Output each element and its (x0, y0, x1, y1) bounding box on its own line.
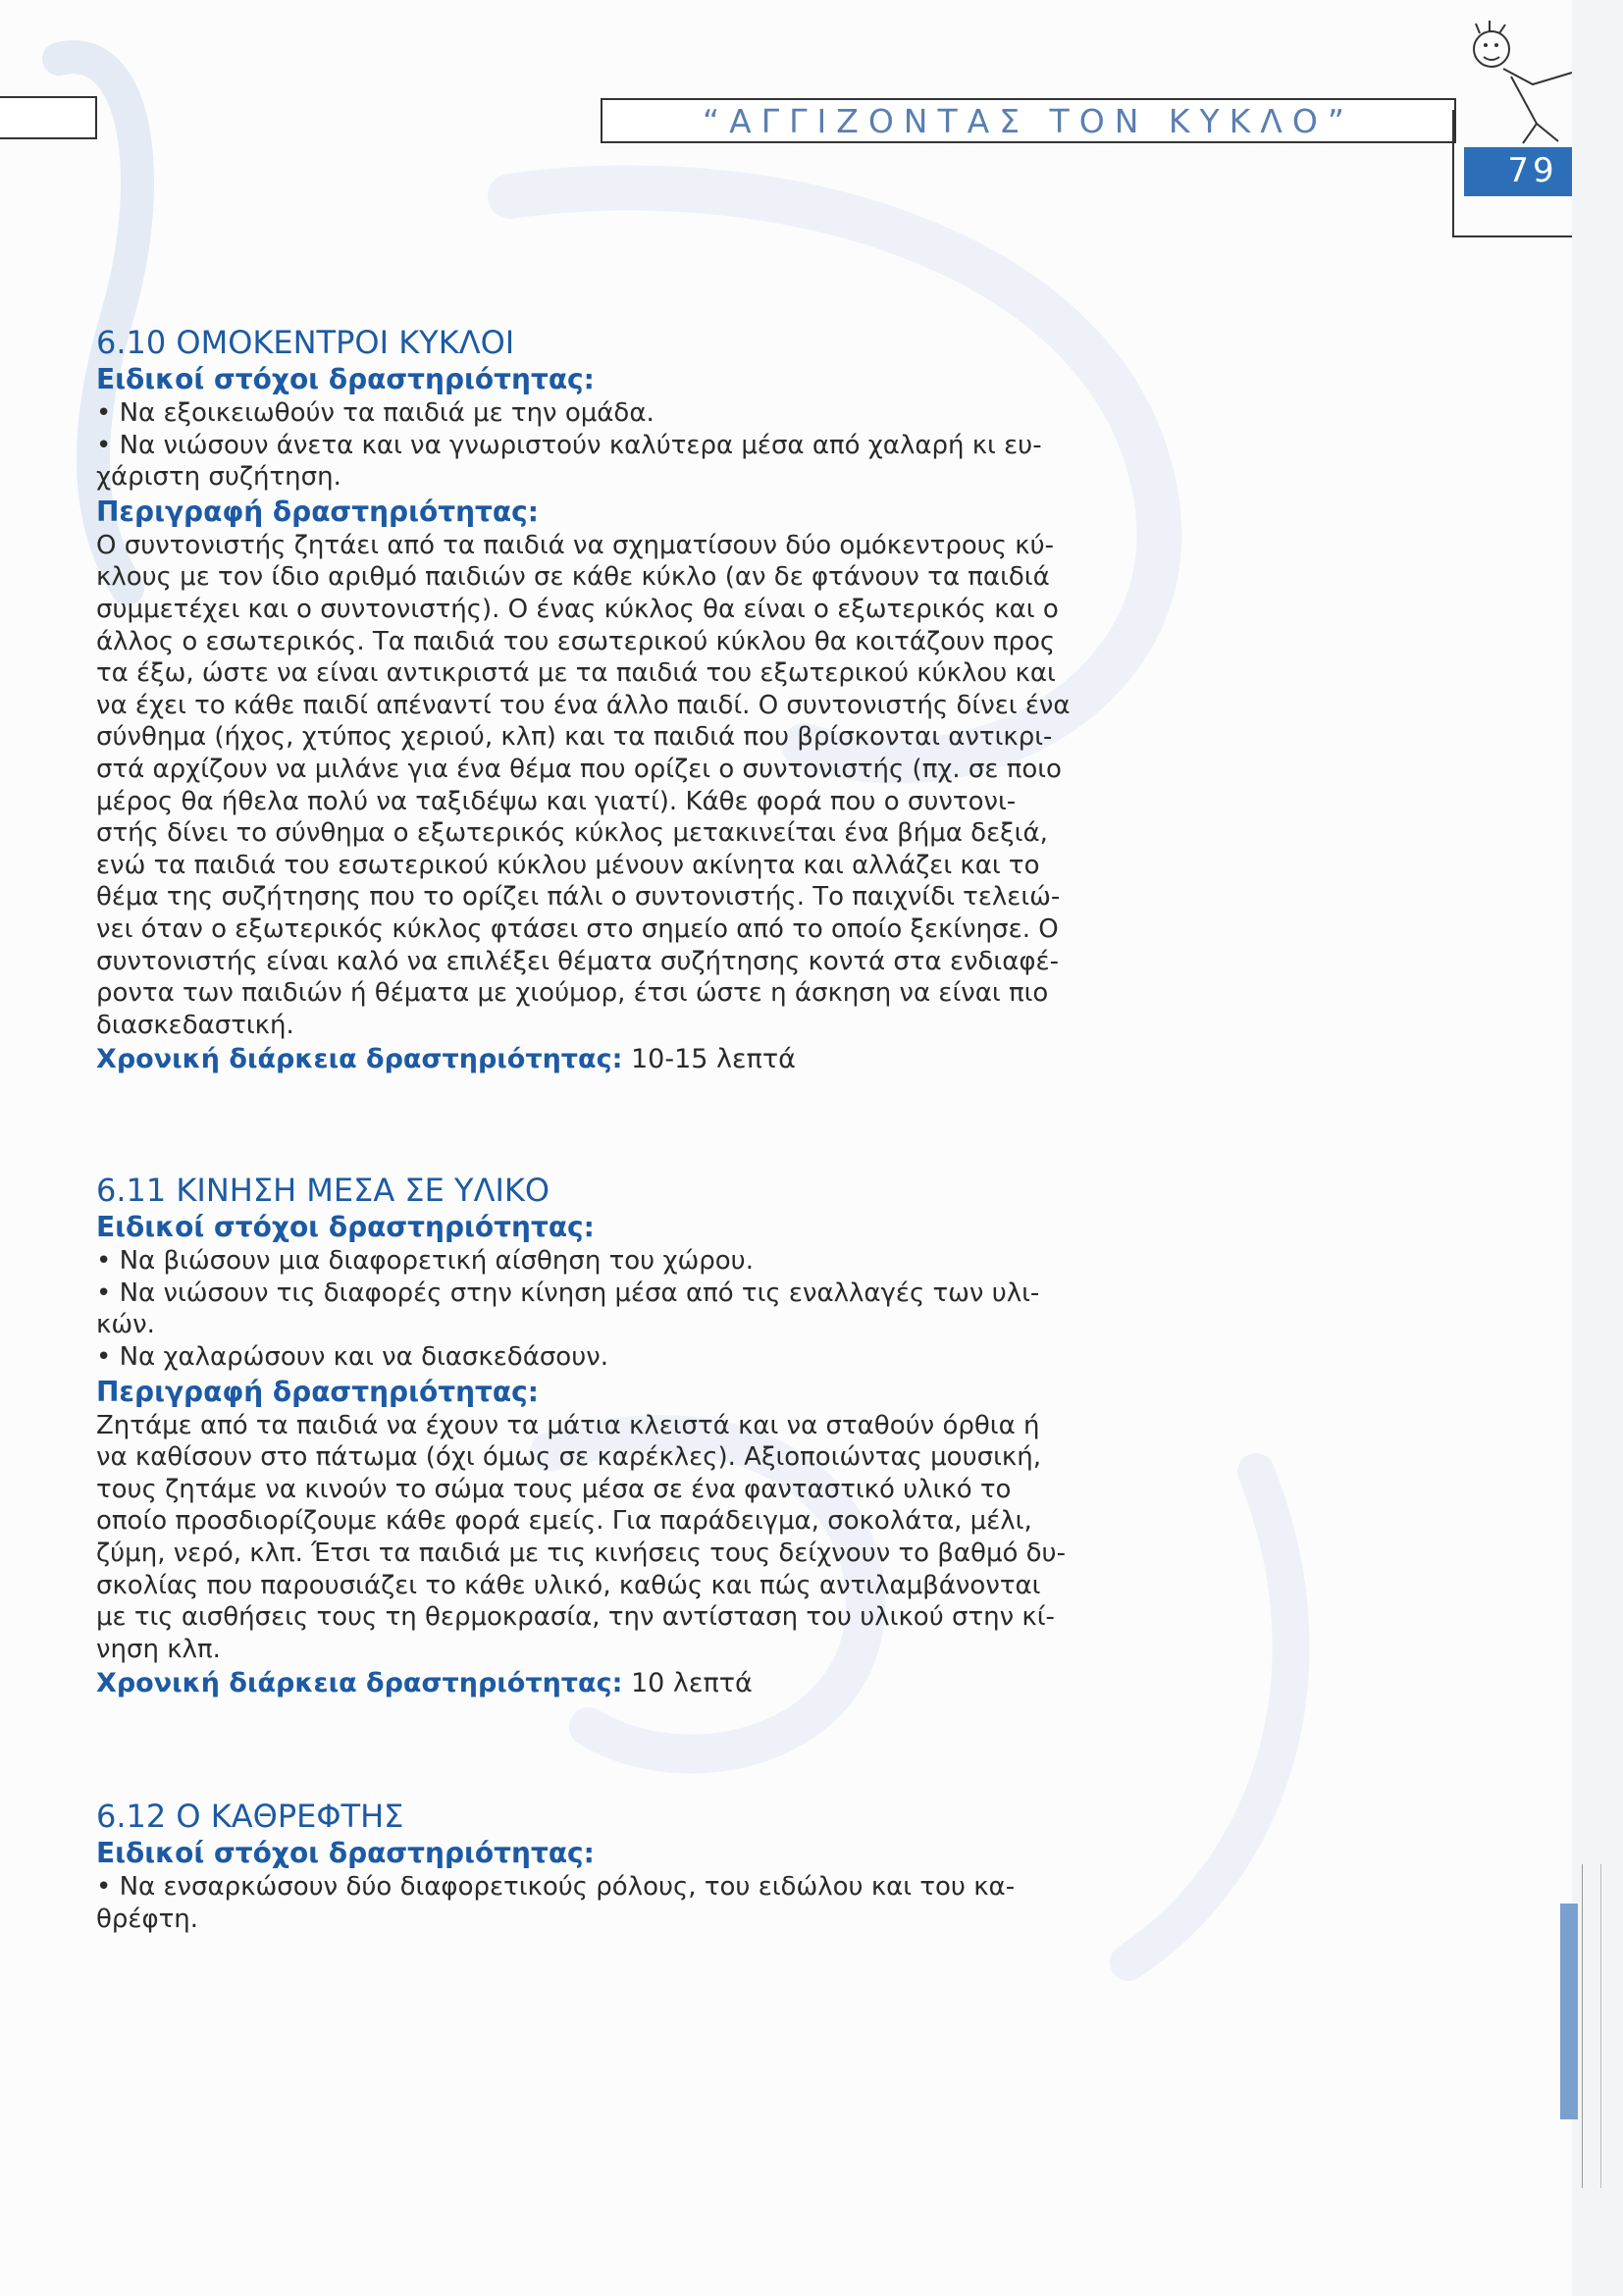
page-edge-lines (1582, 1864, 1601, 2188)
description-line: μέρος θα ήθελα πολύ να ταξιδέψω και γιατί). Κάθε φορά που ο συντονι- (96, 786, 1017, 816)
running-header-title: “ΑΓΓΙΖΟΝΤΑΣ ΤΟΝ ΚΥΚΛΟ” (703, 102, 1354, 140)
section-spacer (96, 1077, 950, 1172)
section-title: 6.10 ΟΜΟΚΕΝΤΡΟΙ ΚΥΚΛΟΙ (96, 324, 515, 361)
section-spacer (96, 1701, 950, 1798)
side-tab-strip (1560, 1904, 1578, 2119)
description-line: ζύμη, νερό, κλπ. Έτσι τα παιδιά με τις κινήσεις τους δείχνουν το βαθμό δυ- (96, 1539, 1066, 1569)
description-label: Περιγραφή δραστηριότητας: (96, 495, 539, 528)
page-number: 79 (1507, 151, 1558, 190)
description-line: να καθίσουν στο πάτωμα (όχι όμως σε καρέκλες). Αξιοποιώντας μουσική, (96, 1442, 1041, 1473)
description-line: νει όταν ο εξωτερικός κύκλος φτάσει στο σημείο από το οποίο ξεκίνησε. Ο (96, 913, 1059, 944)
section-title: 6.12 Ο ΚΑΘΡΕΦΤΗΣ (96, 1798, 404, 1836)
description-line: σκολίας που παρουσιάζει το κάθε υλικό, καθώς και πώς αντιλαμβάνονται (96, 1570, 1041, 1600)
description-line: τα έξω, ώστε να είναι αντικριστά με τα παιδιά του εξωτερικού κύκλου και (96, 658, 1056, 689)
section-6-12 (96, 1798, 1016, 1935)
duration-value: 10 λεπτά (630, 1668, 753, 1699)
duration-value: 10-15 λεπτά (630, 1044, 796, 1075)
goals-label: Ειδικοί στόχοι δραστηριότητας: (96, 1837, 595, 1870)
goal-line: • Να χαλαρώσουν και να διασκεδάσουν. (96, 1342, 609, 1373)
section-title: 6.11 ΚΙΝΗΣΗ ΜΕΣΑ ΣΕ ΥΛΙΚΟ (96, 1172, 550, 1210)
duration-row (96, 1041, 950, 1077)
description-line: ενώ τα παιδιά του εσωτερικού κύκλου μένουν ακίνητα και αλλάζει και το (96, 850, 1040, 880)
description-line: οποίο προσδιορίζουμε κάθε φορά εμείς. Για παράδειγμα, σοκολάτα, μέλι, (96, 1506, 1032, 1537)
description-line: στά αρχίζουν να μιλάνε για ένα θέμα που ορίζει ο συντονιστής (πχ. σε ποιο (96, 754, 1062, 784)
goal-line: • Να βιώσουν μια διαφορετική αίσθηση του χώρου. (96, 1246, 754, 1277)
goal-line: • Να νιώσουν άνετα και να γνωριστούν καλύτερα μέσα από χαλαρή κι ευ- (96, 430, 1042, 460)
left-header-tab (0, 96, 97, 139)
goals-label: Ειδικοί στόχοι δραστηριότητας: (96, 1211, 595, 1244)
description-line: Ο συντονιστής ζητάει από τα παιδιά να σχηματίσουν δύο ομόκεντρους κύ- (96, 530, 1055, 560)
description-line: διασκεδαστική. (96, 1010, 294, 1040)
goal-line: χάριστη συζήτηση. (96, 462, 341, 493)
goal-line: • Να νιώσουν τις διαφορές στην κίνηση μέσα από τις εναλλαγές των υλι- (96, 1278, 1040, 1308)
description-line: νηση κλπ. (96, 1634, 221, 1664)
description-line: σύνθημα (ήχος, χτύπος χεριού, κλπ) και τα παιδιά που βρίσκονται αντικρι- (96, 722, 1053, 753)
description-line: στής δίνει το σύνθημα ο εξωτερικός κύκλος μετακινείται ένα βήμα δεξιά, (96, 818, 1048, 849)
description-line: συμμετέχει και ο συντονιστής). Ο ένας κύκλος θα είναι ο εξωτερικός και ο (96, 594, 1059, 624)
section-6-11 (96, 1172, 1066, 1701)
description-line: συντονιστής είναι καλό να επιλέξει θέματα συζήτησης κοντά στα ενδιαφέ- (96, 946, 1059, 976)
duration-label: Χρονική διάρκεια δραστηριότητας: (96, 1044, 623, 1075)
description-line: θέμα της συζήτησης που το ορίζει πάλι ο συντονιστής. Το παιχνίδι τελειώ- (96, 882, 1061, 913)
description-line: να έχει το κάθε παιδί απέναντί του ένα άλλο παιδί. Ο συντονιστής δίνει ένα (96, 690, 1071, 720)
goal-line: κών. (96, 1310, 155, 1340)
goals-label: Ειδικοί στόχοι δραστηριότητας: (96, 363, 595, 395)
goal-line: θρέφτη. (96, 1905, 199, 1934)
description-line: κλους με τον ίδιο αριθμό παιδιών σε κάθε κύκλο (αν δε φτάνουν τα παιδιά (96, 562, 1050, 593)
description-line: Ζητάμε από τα παιδιά να έχουν τα μάτια κλειστά και να σταθούν όρθια ή (96, 1410, 1040, 1440)
main-content (96, 324, 1071, 1936)
description-line: τους ζητάμε να κινούν το σώμα τους μέσα σε ένα φανταστικό υλικό το (96, 1474, 1012, 1504)
goal-line: • Να εξοικειωθούν τα παιδιά με την ομάδα. (96, 398, 654, 428)
description-line: με τις αισθήσεις τους τη θερμοκρασία, την αντίσταση του υλικού στην κί- (96, 1602, 1055, 1633)
description-line: άλλος ο εσωτερικός. Τα παιδιά του εσωτερικού κύκλου θα κοιτάζουν προς (96, 626, 1056, 656)
section-6-10 (96, 324, 1071, 1077)
goal-line: • Να ενσαρκώσουν δύο διαφορετικούς ρόλους, του ειδώλου και του κα- (96, 1872, 1016, 1903)
duration-label: Χρονική διάρκεια δραστηριότητας: (96, 1668, 623, 1699)
description-label: Περιγραφή δραστηριότητας: (96, 1375, 539, 1408)
duration-row (96, 1665, 950, 1701)
description-line: ροντα των παιδιών ή θέματα με χιούμορ, έτσι ώστε η άσκηση να είναι πιο (96, 978, 1049, 1009)
running-header (601, 98, 1456, 143)
